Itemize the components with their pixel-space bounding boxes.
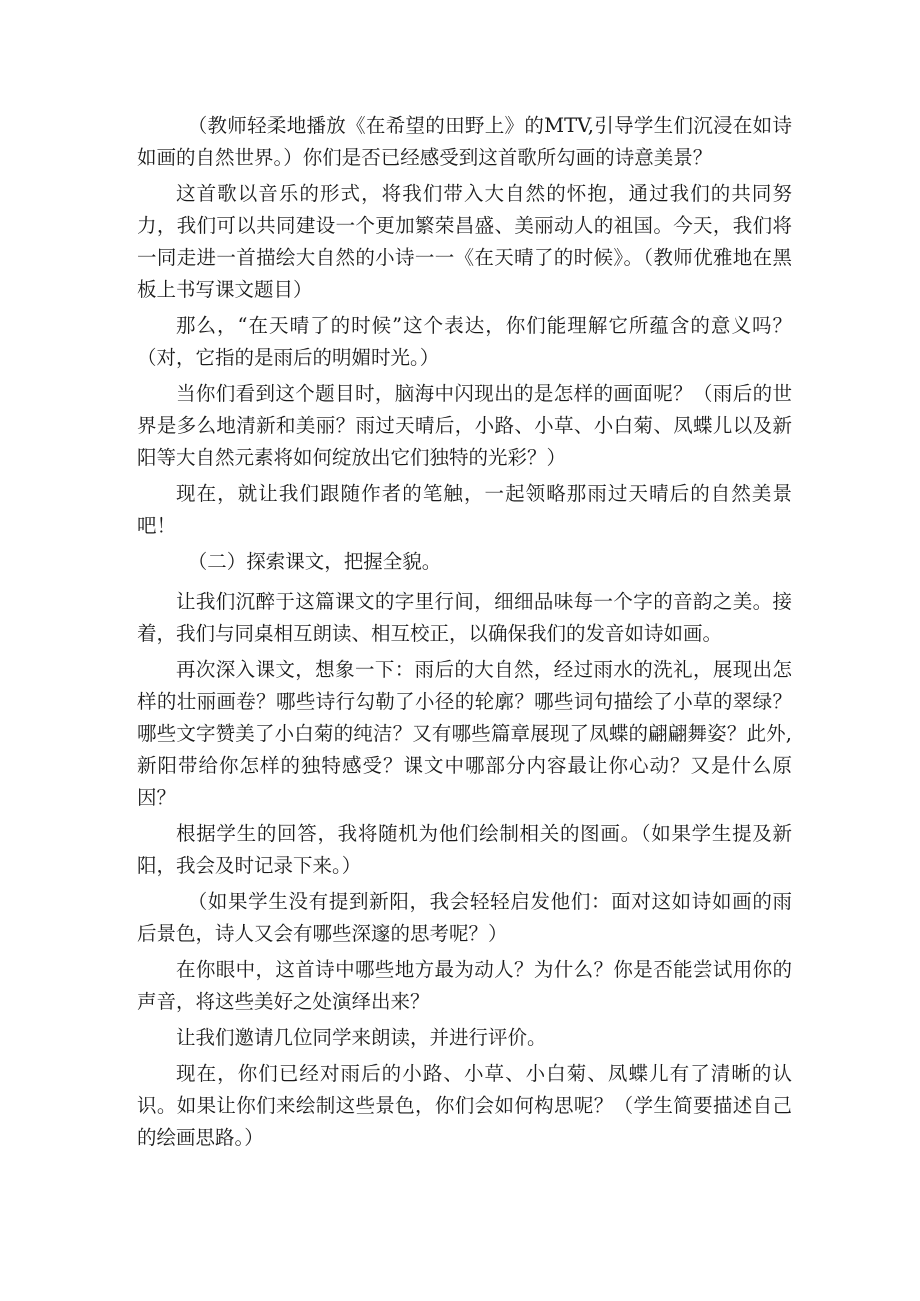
paragraph-mtv-intro: （教师轻柔地播放《在希望的田野上》的MTV,引导学生们沉浸在如诗如画的自然世界。）你们是否已经感受到这首歌所勾画的诗意美景？ <box>137 114 792 169</box>
paragraph-read-aloud: 让我们沉醉于这篇课文的字里行间，细细品味每一个字的音韵之美。接着，我们与同桌相互朗读、相互校正，以确保我们的发音如诗如画。 <box>137 590 792 645</box>
paragraph-invite-readers: 让我们邀请几位同学来朗读，并进行评价。 <box>176 1026 547 1049</box>
paragraph-most-moving: 在你眼中，这首诗中哪些地方最为动人？为什么？你是否能尝试用你的声音，将这些美好之处演绎出来？ <box>137 958 792 1013</box>
paragraph-song-nature: 这首歌以音乐的形式，将我们带入大自然的怀抱，通过我们的共同努力，我们可以共同建设一个更加繁荣昌盛、美丽动人的祖国。今天，我们将一同走进一首描绘大自然的小诗一一《在天晴了的时候》。（教师优雅地在黑板上书写课文题目） <box>137 182 792 301</box>
section-heading-explore: （二）探索课文，把握全貌。 <box>187 550 442 573</box>
paragraph-drawing-ideas: 现在，你们已经对雨后的小路、小草、小白菊、凤蝶儿有了清晰的认识。如果让你们来绘制这些景色，你们会如何构思呢？（学生简要描述自己的绘画思路。） <box>137 1062 792 1149</box>
paragraph-inspire-thinking: （如果学生没有提到新阳，我会轻轻启发他们：面对这如诗如画的雨后景色，诗人又会有哪些深邃的思考呢？） <box>137 890 792 945</box>
paragraph-follow-author: 现在，就让我们跟随作者的笔触，一起领略那雨过天晴后的自然美景吧！ <box>137 482 792 537</box>
paragraph-deep-reading: 再次深入课文，想象一下：雨后的大自然，经过雨水的洗礼，展现出怎样的壮丽画卷？哪些诗行勾勒了小径的轮廓？哪些词句描绘了小草的翠绿？哪些文字赞美了小白菊的纯洁？又有哪些篇章展现了凤蝶的翩翩舞姿？此外,新阳带给你怎样的独特感受？课文中哪部分内容最让你心动？又是什么原因？ <box>137 658 792 809</box>
paragraph-title-meaning: 那么，“在天晴了的时候”这个表达，你们能理解它所蕴含的意义吗？（对，它指的是雨后的明媚时光。） <box>137 314 792 369</box>
document-body <box>137 110 792 1158</box>
paragraph-imagine-scene: 当你们看到这个题目时，脑海中闪现出的是怎样的画面呢？（雨后的世界是多么地清新和美丽？雨过天晴后，小路、小草、小白菊、凤蝶儿以及新阳等大自然元素将如何绽放出它们独特的光彩？） <box>137 382 792 469</box>
paragraph-draw-pictures: 根据学生的回答，我将随机为他们绘制相关的图画。（如果学生提及新阳，我会及时记录下来。） <box>137 822 792 877</box>
